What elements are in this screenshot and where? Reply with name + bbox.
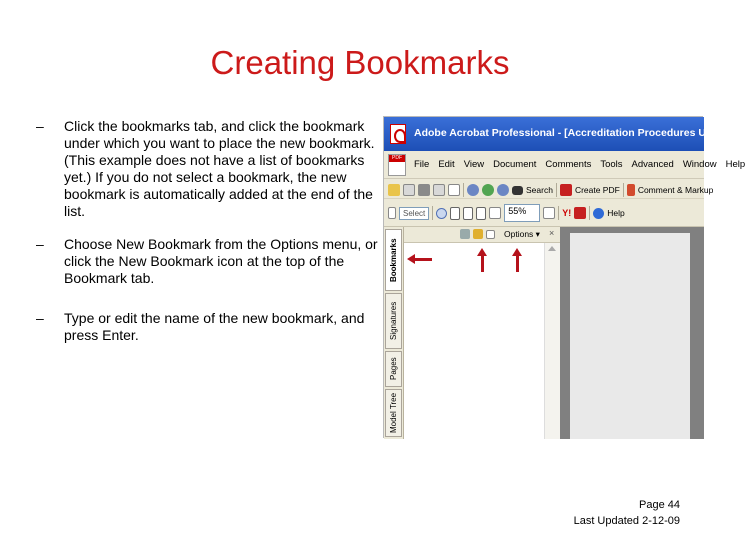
zoom-level-field[interactable]: 55% <box>504 204 540 222</box>
navigation-tab-strip <box>384 227 404 439</box>
acrobat-screenshot <box>383 116 745 438</box>
options-menu-button[interactable] <box>504 229 540 240</box>
bullet-list <box>36 118 381 362</box>
options-label: Options <box>504 229 534 239</box>
close-panel-icon[interactable]: × <box>549 228 555 238</box>
bullet-dash: – <box>36 118 44 134</box>
menu-view[interactable]: View <box>463 159 485 170</box>
bookmarks-panel-toolbar <box>404 227 560 243</box>
help-button[interactable]: Help <box>607 208 625 218</box>
print-icon[interactable] <box>418 184 430 196</box>
bullet-text: Type or edit the name of the new bookmark, and press Enter. <box>64 310 365 343</box>
help-icon <box>593 208 604 219</box>
acrobat-logo-icon <box>390 124 406 144</box>
save-icon[interactable] <box>403 184 415 196</box>
toolbar-divider <box>589 206 590 220</box>
menu-bar <box>384 151 745 179</box>
hand-tool-icon[interactable] <box>388 207 396 219</box>
bullet-item <box>36 236 381 292</box>
search-button[interactable]: Search <box>526 185 553 195</box>
create-pdf-icon <box>560 184 572 196</box>
yahoo-icon[interactable]: Y! <box>562 208 572 218</box>
comment-markup-button[interactable]: Comment & Markup <box>637 185 714 195</box>
go-icon[interactable] <box>482 184 494 196</box>
fit-page-icon[interactable] <box>450 207 460 220</box>
create-pdf-button[interactable]: Create PDF <box>574 185 620 195</box>
scroll-up-icon[interactable] <box>548 246 556 251</box>
tab-pages[interactable]: Pages <box>385 351 402 387</box>
window-titlebar <box>384 117 741 151</box>
zoom-icon[interactable] <box>436 208 447 219</box>
slide-title: Creating Bookmarks <box>210 44 510 81</box>
tools-icon[interactable] <box>497 184 509 196</box>
menu-advanced[interactable]: Advanced <box>631 159 674 170</box>
expand-bookmark-icon[interactable] <box>486 230 495 239</box>
bookmarks-list[interactable] <box>404 243 544 439</box>
page-icon[interactable] <box>448 184 460 196</box>
bullet-dash: – <box>36 236 44 252</box>
bullet-text: Choose New Bookmark from the Options menu, or click the New Bookmark icon at the top of the Bookmark tab. <box>64 236 378 286</box>
arrow-to-options-menu <box>516 256 519 272</box>
settings-icon[interactable] <box>467 184 479 196</box>
fit-width-icon[interactable] <box>463 207 473 220</box>
slide-footer <box>574 497 680 529</box>
arrow-to-new-bookmark-icon <box>481 256 484 272</box>
pdf-tool-icon[interactable] <box>574 207 586 219</box>
toolbar-divider <box>432 206 433 220</box>
bookmarks-scrollbar[interactable] <box>544 243 560 439</box>
menu-help[interactable]: Help <box>725 159 745 170</box>
toolbar-top <box>384 179 714 199</box>
actual-size-icon[interactable] <box>476 207 486 220</box>
email-icon[interactable] <box>433 184 445 196</box>
toolbar-divider <box>623 183 624 197</box>
menu-tools[interactable]: Tools <box>600 159 623 170</box>
tab-signatures[interactable]: Signatures <box>385 293 402 349</box>
comment-icon <box>627 184 635 196</box>
bullet-item <box>36 118 381 218</box>
document-view[interactable] <box>560 227 704 439</box>
tab-model-tree[interactable]: Model Tree <box>385 389 402 437</box>
search-binoculars-icon[interactable] <box>512 186 523 195</box>
chevron-down-icon: ▾ <box>535 229 540 239</box>
menu-file[interactable]: File <box>414 159 430 170</box>
toolbar-divider <box>463 183 464 197</box>
toolbar-bottom <box>384 199 704 227</box>
menu-edit[interactable]: Edit <box>438 159 455 170</box>
document-page <box>570 233 690 439</box>
open-folder-icon[interactable] <box>388 184 400 196</box>
toolbar-divider <box>556 183 557 197</box>
new-bookmark-icon[interactable] <box>473 229 483 239</box>
zoom-out-icon[interactable] <box>489 207 501 219</box>
last-updated: Last Updated 2-12-09 <box>573 515 680 527</box>
arrow-to-bookmarks-tab <box>414 258 432 261</box>
page-number: Page 44 <box>639 499 680 511</box>
pdf-document-icon <box>388 154 406 176</box>
zoom-in-icon[interactable] <box>543 207 555 219</box>
bullet-text: Click the bookmarks tab, and click the bookmark under which you want to place the new bookmark. (This example does not have a list of bookmarks yet.) If you do not select a bookmark, the new bookmark is automatically added at the end of the list. <box>64 118 375 219</box>
menu-document[interactable]: Document <box>493 159 537 170</box>
toolbar-divider <box>558 206 559 220</box>
window-title: Adobe Acrobat Professional - [Accreditation Procedures Updated <box>414 127 741 139</box>
delete-bookmark-icon[interactable] <box>460 229 470 239</box>
bullet-item <box>36 310 381 344</box>
menu-window[interactable]: Window <box>682 159 717 170</box>
menu-comments[interactable]: Comments <box>545 159 592 170</box>
bullet-dash: – <box>36 310 44 326</box>
select-tool-button[interactable]: Select <box>399 207 429 220</box>
tab-bookmarks[interactable]: Bookmarks <box>385 229 402 291</box>
